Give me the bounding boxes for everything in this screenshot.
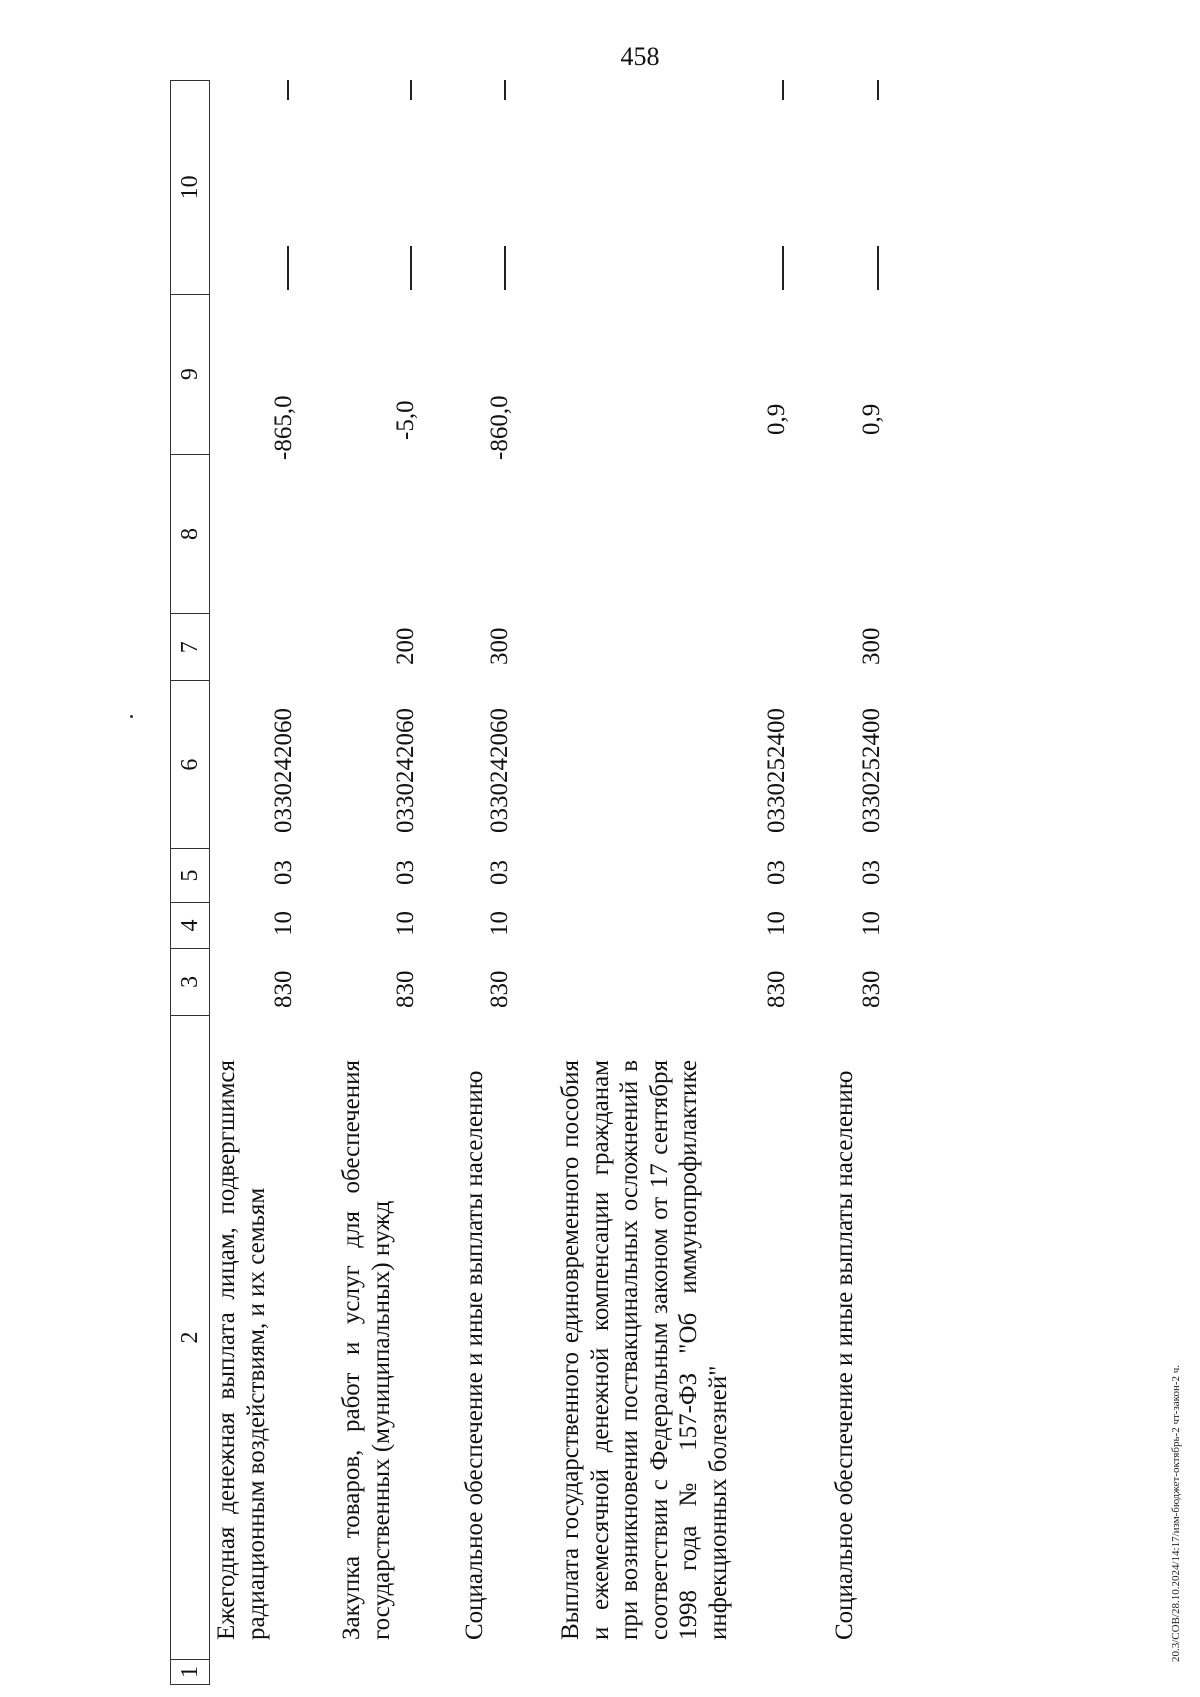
row-name: Выплата государственного единовременного пособия и ежемесячной денежной компенсации гражданам при возникновении поствакцинальных осложнений в соответствии с Федеральным законом от 17 сентября 1998 года № 157-ФЗ "Об иммунопрофилактике инфекционных болезней" (557, 1060, 732, 1640)
row-name: Закупка товаров, работ и услуг для обеспечения государственных (муниципальных) нужд (338, 1060, 395, 1640)
cell-col-3: 830 (763, 970, 790, 1008)
cell-col-6: 0330252400 (858, 708, 885, 833)
cell-col-10-dash (877, 80, 879, 100)
header-col-9: 9 (171, 294, 209, 454)
table-header-row (170, 80, 210, 1685)
header-col-1: 1 (171, 1659, 209, 1684)
row-name: Социальное обеспечение и иные выплаты населению (461, 1070, 488, 1640)
budget-table (170, 80, 970, 1685)
cell-col-3: 830 (392, 970, 419, 1008)
cell-col-4: 10 (763, 911, 790, 936)
cell-col-4: 10 (486, 911, 513, 936)
cell-col-8: 0,9 (858, 403, 885, 435)
cell-col-9-dash (782, 246, 784, 290)
cell-col-3: 830 (486, 970, 513, 1008)
header-col-7: 7 (171, 613, 209, 680)
cell-col-6: 0330242060 (486, 708, 513, 833)
cell-col-10-dash (287, 80, 289, 100)
cell-col-8: -860,0 (486, 395, 513, 460)
cell-col-5: 03 (270, 860, 297, 885)
cell-col-9-dash (410, 246, 412, 290)
stray-mark (130, 715, 133, 718)
cell-col-4: 10 (392, 911, 419, 936)
header-col-4: 4 (171, 902, 209, 948)
header-col-3: 3 (171, 948, 209, 1015)
cell-col-8: -865,0 (270, 395, 297, 460)
cell-col-4: 10 (858, 911, 885, 936)
header-col-6: 6 (171, 680, 209, 848)
cell-col-10-dash (782, 80, 784, 100)
cell-col-4: 10 (270, 911, 297, 936)
cell-col-7: 200 (392, 627, 419, 665)
cell-col-6: 0330242060 (270, 708, 297, 833)
cell-col-5: 03 (763, 860, 790, 885)
cell-col-9-dash (877, 246, 879, 290)
header-col-5: 5 (171, 848, 209, 902)
cell-col-8: -5,0 (392, 400, 419, 440)
page-number: 458 (620, 42, 660, 71)
cell-col-8: 0,9 (763, 403, 790, 435)
cell-col-10-dash (504, 80, 506, 100)
cell-col-6: 0330252400 (763, 708, 790, 833)
cell-col-10-dash (410, 80, 412, 100)
header-col-2: 2 (171, 1015, 209, 1659)
cell-col-7: 300 (858, 627, 885, 665)
cell-col-6: 0330242060 (392, 708, 419, 833)
cell-col-5: 03 (392, 860, 419, 885)
row-name: Социальное обеспечение и иные выплаты населению (831, 1070, 858, 1640)
footer-note: 20.3/СОВ/28.10.2024/14:17/изм-бюджет-октябрь-2 чт-закон-2 ч. (1170, 1364, 1182, 1662)
header-col-8: 8 (171, 454, 209, 614)
row-name: Ежегодная денежная выплата лицам, подвергшимся радиационным воздействиям, и их семьям (213, 1060, 270, 1640)
cell-col-9-dash (504, 246, 506, 290)
cell-col-5: 03 (858, 860, 885, 885)
cell-col-5: 03 (486, 860, 513, 885)
header-col-10: 10 (177, 175, 203, 200)
cell-col-9-dash (287, 246, 289, 290)
cell-col-3: 830 (858, 970, 885, 1008)
cell-col-7: 300 (486, 627, 513, 665)
cell-col-3: 830 (270, 970, 297, 1008)
